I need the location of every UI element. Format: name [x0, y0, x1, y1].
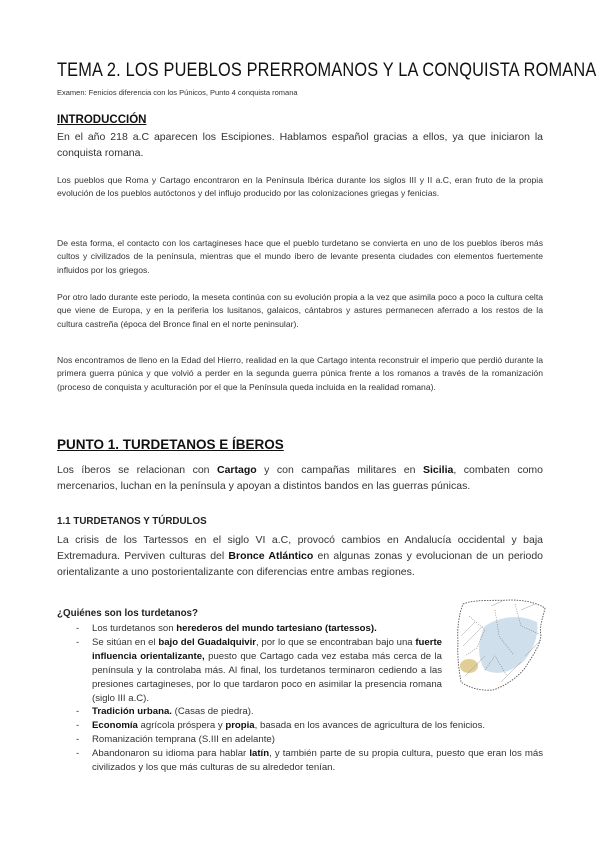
- subsection-heading: 1.1 TURDETANOS Y TÚRDULOS: [57, 516, 207, 527]
- punto1-paragraph: Los íberos se relacionan con Cartago y con campañas militares en Sicilia, combaten como mercenarios, luchan en la península y apoyan a distintos bandos en las guerras púnicas.: [57, 464, 543, 492]
- page-title: TEMA 2. LOS PUEBLOS PRERROMANOS Y LA CONQUISTA ROMANA: [57, 60, 597, 81]
- intro-paragraph-4: Por otro lado durante este periodo, la meseta continúa con su evolución propia a la vez que asimila poco a poco la cultura celta que viene de Europa, y en la periferia los lusitanos, galaicos, cántabros y astures permanecen aferrado a los restos de la cultura castreña (época del Bronce final en el norte peninsular).: [57, 292, 543, 329]
- intro-heading: INTRODUCCIÓN: [57, 114, 147, 126]
- intro-paragraph-1: En el año 218 a.C aparecen los Escipiones. Hablamos español gracias a ellos, ya que iniciaron la conquista romana.: [57, 131, 543, 159]
- turdetania-spot: [460, 659, 478, 673]
- list-item: - Abandonaron su idioma para hablar latín, y también parte de su propia cultura, puesto que eran los más civilizados y los que más culturas de su alrededor tenían.: [76, 748, 543, 774]
- punto1-heading: PUNTO 1. TURDETANOS E ÍBEROS: [57, 437, 284, 452]
- highlight-region: [479, 617, 537, 673]
- intro-paragraph-3: De esta forma, el contacto con los cartagineses hace que el pueblo turdetano se convierta en uno de los pueblos íberos más cultos y civilizados de la península, mientras que el mundo íbero de levante presenta ciudades con elementos fuertemente influidos por los griegos.: [57, 238, 543, 275]
- iberian-peninsula-map: [455, 596, 548, 693]
- list-item: - Romanización temprana (S.III en adelante): [76, 734, 275, 746]
- subsection-paragraph: La crisis de los Tartessos en el siglo VI a.C, provocó cambios en Andalucía occidental y baja Extremadura. Perviven culturas del Bronce Atlántico en algunas zonas y evolucionan de un periodo orientalizante a uno postorientalizante con diferencias entre ambas regiones.: [57, 534, 544, 578]
- quienes-heading: ¿Quiénes son los turdetanos?: [57, 608, 198, 619]
- intro-paragraph-5: Nos encontramos de lleno en la Edad del Hierro, realidad en la que Cartago intenta reconstruir el imperio que perdió durante la primera guerra púnica y que volvió a perder en la segunda guerra púnica frente a los romanos a través de la romanización (proceso de conquista y aculturación por el que la Península queda incluida en la realidad romana).: [57, 355, 543, 392]
- list-item: - Se sitúan en el bajo del Guadalquivir, por lo que se encontraban bajo una fuerte influencia orientalizante, puesto que Cartago cada vez estaba más cerca de la península y la controlaba más. Al final, los turdetanos terminaron cediendo a las presiones cartagineses, por lo que tardaron poco en asimilar la presencia romana (siglo III a.C).: [76, 636, 443, 704]
- list-item: - Economía agrícola próspera y propia, basada en los avances de agricultura de los fenicios.: [76, 720, 486, 732]
- list-item: - Los turdetanos son herederos del mundo tartesiano (tartessos).: [76, 623, 377, 634]
- intro-paragraph-2: Los pueblos que Roma y Cartago encontraron en la Península Ibérica durante los siglos III y II a.C, eran fruto de la propia evolución de los pueblos autóctonos y del influjo producido por las colonizaciones griegas y fenicias.: [57, 175, 543, 199]
- exam-note: Examen: Fenicios diferencia con los Púnicos, Punto 4 conquista romana: [57, 88, 298, 97]
- list-item: - Tradición urbana. (Casas de piedra).: [76, 706, 254, 718]
